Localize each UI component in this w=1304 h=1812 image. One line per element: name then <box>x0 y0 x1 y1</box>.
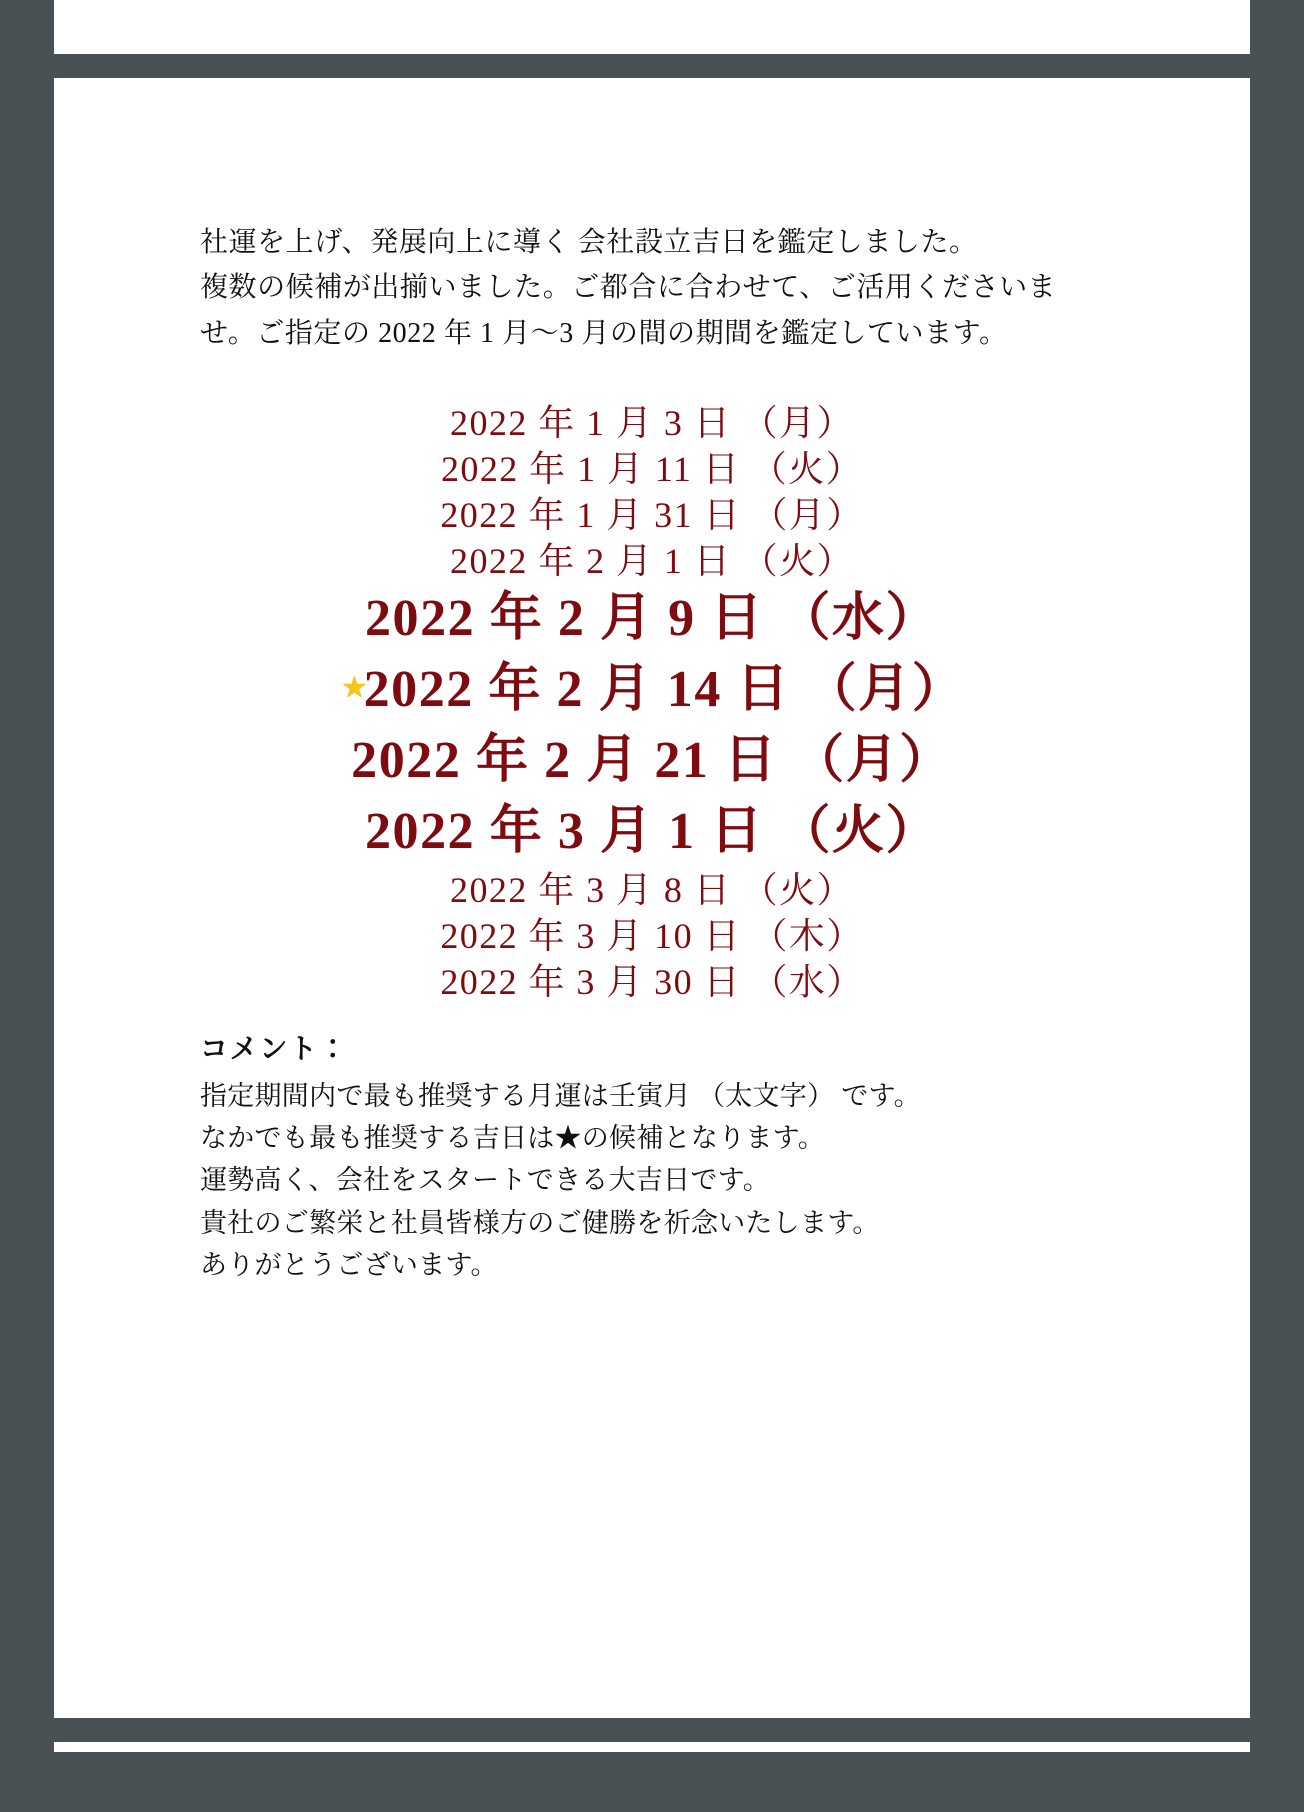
date-item: 2022 年 3 月 10 日 （木） <box>440 916 864 957</box>
date-item: 2022 年 2 月 1 日 （火） <box>450 541 854 582</box>
intro-paragraph <box>200 220 1160 356</box>
date-item: 2022 年 1 月 11 日 （火） <box>440 449 864 490</box>
previous-page-sliver <box>54 0 1250 54</box>
date-item: 2022 年 3 月 30 日 （水） <box>440 962 864 1003</box>
date-item: 2022 年 3 月 8 日 （火） <box>450 870 854 911</box>
date-item-starred <box>144 655 1160 726</box>
date-item-emphasized: 2022 年 2 月 9 日 （水） <box>364 590 940 648</box>
date-item-emphasized: 2022 年 3 月 1 日 （火） <box>364 802 940 860</box>
next-page-sliver <box>54 1742 1250 1752</box>
comment-section <box>200 1028 1160 1286</box>
date-item-emphasized: 2022 年 2 月 21 日 （月） <box>351 731 953 789</box>
comment-line: なかでも最も推奨する吉日は★の候補となります。 <box>200 1123 826 1154</box>
comment-line: ありがとうございます。 <box>200 1249 498 1280</box>
page-gap <box>0 54 1304 78</box>
date-item-starred-text: 2022 年 2 月 14 日 （月） <box>363 661 966 719</box>
date-item: 2022 年 1 月 3 日 （月） <box>450 403 854 444</box>
star-marker-wrap <box>339 655 368 726</box>
comment-line: 運勢高く、会社をスタートできる大吉日です。 <box>200 1165 770 1196</box>
comment-heading: コメント： <box>200 1033 349 1065</box>
auspicious-date-list <box>144 400 1160 1005</box>
date-item: 2022 年 1 月 31 日 （月） <box>440 495 864 536</box>
comment-line: 貴社のご繁栄と社員皆様方のご健勝を祈念いたします。 <box>200 1207 880 1238</box>
intro-line-3: せ。ご指定の 2022 年 1 月〜3 月の間の期間を鑑定しています。 <box>200 317 1008 349</box>
intro-line-2: 複数の候補が出揃いました。ご都合に合わせて、ご活用くださいま <box>200 272 1057 304</box>
intro-line-1: 社運を上げ、発展向上に導く 会社設立吉日を鑑定しました。 <box>200 227 978 258</box>
star-icon: ★ <box>342 673 368 703</box>
document-page <box>54 78 1250 1718</box>
comment-line: 指定期間内で最も推奨する月運は壬寅月 （太文字） です。 <box>200 1081 921 1112</box>
